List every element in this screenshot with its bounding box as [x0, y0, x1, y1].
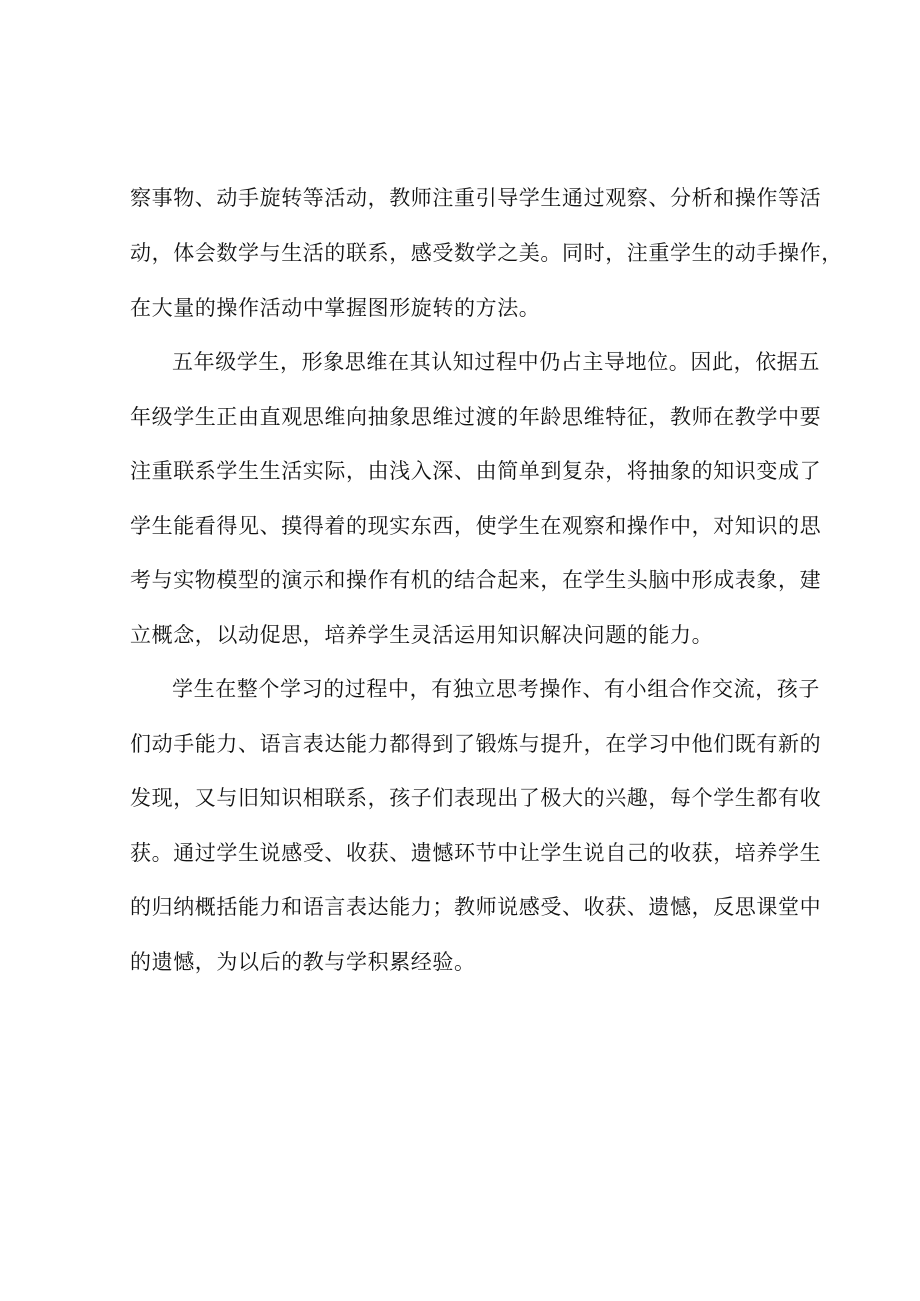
text-line: 们动手能力、语言表达能力都得到了锻炼与提升，在学习中他们既有新的: [130, 732, 822, 756]
text-line: 获。通过学生说感受、收获、遗憾环节中让学生说自己的收获，培养学生: [130, 841, 822, 865]
text-line: 年级学生正由直观思维向抽象思维过渡的年龄思维特征，教师在教学中要: [130, 405, 822, 429]
text-line: 动，体会数学与生活的联系，感受数学之美。同时，注重学生的动手操作，: [130, 241, 843, 265]
text-line: 学生能看得见、摸得着的现实东西，使学生在观察和操作中，对知识的思: [130, 514, 822, 538]
text-line: 的归纳概括能力和语言表达能力；教师说感受、收获、遗憾，反思课堂中: [130, 895, 822, 919]
text-line: 五年级学生，形象思维在其认知过程中仍占主导地位。因此，依据五: [172, 350, 820, 374]
text-line: 注重联系学生生活实际，由浅入深、由简单到复杂，将抽象的知识变成了: [130, 459, 822, 483]
text-line: 的遗憾，为以后的教与学积累经验。: [130, 950, 476, 974]
text-line: 在大量的操作活动中掌握图形旋转的方法。: [130, 296, 541, 320]
text-line: 学生在整个学习的过程中，有独立思考操作、有小组合作交流，孩子: [172, 677, 820, 701]
text-line: 察事物、动手旋转等活动，教师注重引导学生通过观察、分析和操作等活: [130, 186, 822, 210]
text-line: 立概念，以动促思，培养学生灵活运用知识解决问题的能力。: [130, 623, 714, 647]
text-line: 考与实物模型的演示和操作有机的结合起来，在学生头脑中形成表象，建: [130, 568, 822, 592]
text-line: 发现，又与旧知识相联系，孩子们表现出了极大的兴趣，每个学生都有收: [130, 786, 822, 810]
